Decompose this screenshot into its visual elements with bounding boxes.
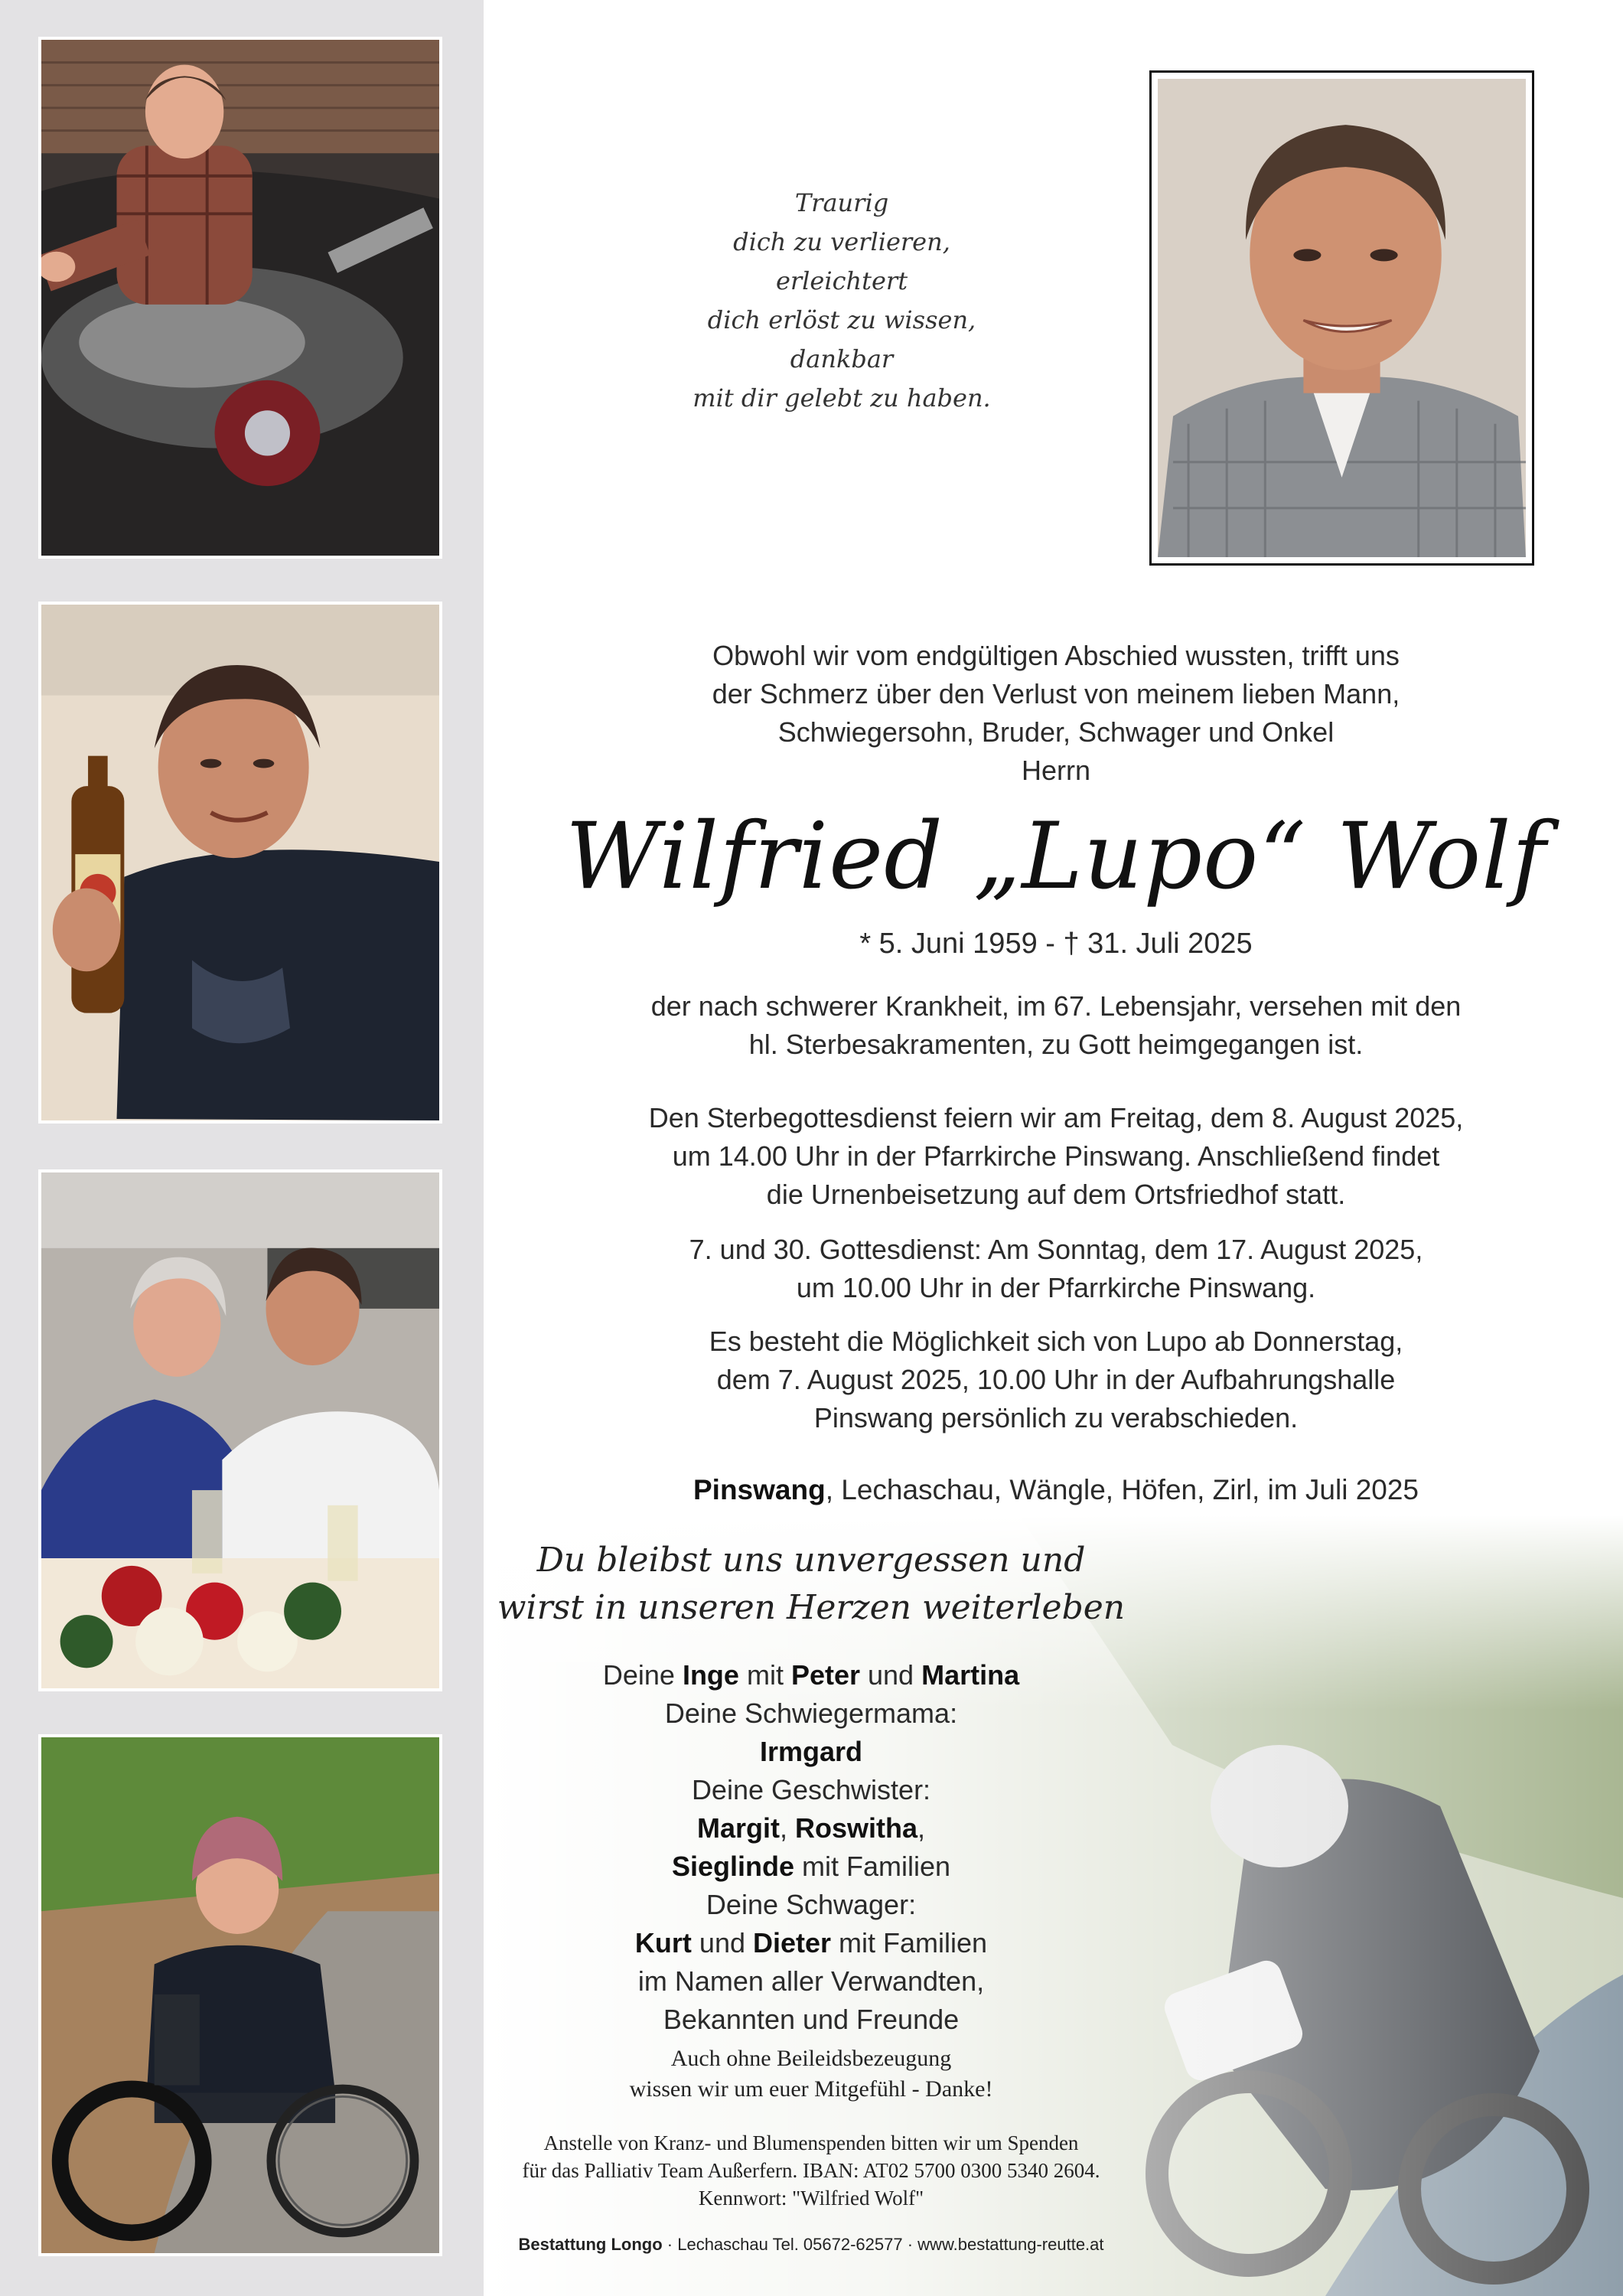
family-text: und <box>860 1659 922 1691</box>
donation-line: Anstelle von Kranz- und Blumenspenden bitten wir um Spenden <box>543 2131 1079 2154</box>
family-line: Bekannten und Freunde <box>663 2004 960 2035</box>
family-line: Deine Geschwister: <box>691 1774 931 1805</box>
family-text: , <box>917 1812 926 1844</box>
footer-funeral-home <box>459 2233 1163 2256</box>
places-and-date <box>551 1471 1561 1509</box>
family-text: mit Familien <box>831 1927 988 1958</box>
family-line <box>490 1656 1133 1694</box>
farewell-line: Pinswang persönlich zu verabschieden. <box>813 1402 1299 1433</box>
farewell-line: Es besteht die Möglichkeit sich von Lupo ab Donnerstag, <box>709 1326 1403 1357</box>
family-line <box>490 1848 1133 1886</box>
death-text <box>551 987 1561 1064</box>
family-member: Roswitha <box>794 1812 917 1844</box>
family-line: Deine Schwiegermama: <box>664 1698 958 1729</box>
family-text: mit <box>738 1659 791 1691</box>
place-primary: Pinswang <box>693 1474 826 1505</box>
family-list <box>490 1656 1133 2039</box>
poem-line: mit dir gelebt zu haben. <box>693 383 991 413</box>
family-line <box>490 1924 1133 1962</box>
family-member: Sieglinde <box>671 1851 794 1882</box>
family-text: mit Familien <box>794 1851 951 1882</box>
condolence-line: Auch ohne Beileidsbezeugung <box>670 2046 952 2071</box>
mass-line: 7. und 30. Gottesdienst: Am Sonntag, dem 17. August 2025, <box>689 1234 1423 1265</box>
poem <box>650 184 1033 418</box>
intro-line: Schwiegersohn, Bruder, Schwager und Onkel <box>777 716 1335 748</box>
intro-line: der Schmerz über den Verlust von meinem lieben Mann, <box>712 678 1400 709</box>
motto-line: Du bleibst uns unvergessen und <box>536 1541 1086 1580</box>
poem-line: dankbar <box>790 344 894 373</box>
family-text: Deine <box>602 1659 683 1691</box>
places-rest: , Lechaschau, Wängle, Höfen, Zirl, im Juli 2025 <box>825 1474 1419 1505</box>
life-dates: * 5. Juni 1959 - † 31. Juli 2025 <box>859 928 1253 960</box>
service-line: Den Sterbegottesdienst feiern wir am Freitag, dem 8. August 2025, <box>648 1102 1464 1133</box>
farewell-text <box>551 1322 1561 1437</box>
photo-couple-at-table <box>38 1169 442 1691</box>
portrait-photo <box>1149 70 1534 566</box>
motto-line: wirst in unseren Herzen weiterleben <box>497 1588 1126 1627</box>
death-line: hl. Sterbesakramenten, zu Gott heimgegangen ist. <box>748 1029 1364 1060</box>
deceased-name: Wilfried „Lupo“ Wolf <box>565 804 1547 910</box>
photo-man-with-beer <box>38 602 442 1124</box>
condolence-note <box>490 2043 1133 2105</box>
family-line: Deine Schwager: <box>706 1889 917 1920</box>
family-member: Irmgard <box>759 1736 863 1767</box>
family-text: , <box>779 1812 795 1844</box>
mass-line: um 10.00 Uhr in der Pfarrkirche Pinswang. <box>796 1272 1316 1303</box>
family-text: und <box>691 1927 753 1958</box>
service-line: um 14.00 Uhr in der Pfarrkirche Pinswang. Anschließend findet <box>672 1140 1440 1172</box>
poem-line: dich zu verlieren, <box>733 227 950 256</box>
intro-line: Obwohl wir vom endgültigen Abschied wussten, trifft uns <box>712 640 1400 671</box>
memorial-mass-text <box>551 1231 1561 1307</box>
photo-sidebar <box>0 0 484 2296</box>
intro-text <box>551 637 1561 790</box>
photo-man-wheelchair <box>38 1734 442 2256</box>
funeral-service-text <box>551 1099 1561 1214</box>
poem-line: dich erlöst zu wissen, <box>707 305 976 334</box>
family-member: Peter <box>790 1659 861 1691</box>
family-member: Dieter <box>753 1927 832 1958</box>
poem-line: erleichtert <box>775 266 908 295</box>
condolence-line: wissen wir um euer Mitgefühl - Danke! <box>629 2076 993 2102</box>
poem-line: Traurig <box>794 188 889 217</box>
intro-line: Herrn <box>1021 755 1091 786</box>
death-line: der nach schwerer Krankheit, im 67. Lebensjahr, versehen mit den <box>650 990 1462 1022</box>
family-line <box>490 1733 1133 1771</box>
service-line: die Urnenbeisetzung auf dem Ortsfriedhof statt. <box>766 1179 1346 1210</box>
family-line <box>490 1809 1133 1848</box>
family-member: Margit <box>696 1812 780 1844</box>
donation-note <box>459 2129 1163 2212</box>
family-line: im Namen aller Verwandten, <box>637 1965 985 1997</box>
funeral-home-details: · Lechaschau Tel. 05672-62577 · www.bestattung-reutte.at <box>662 2235 1104 2254</box>
donation-line: für das Palliativ Team Außerfern. IBAN: AT02 5700 0300 5340 2604. <box>522 2159 1100 2182</box>
family-member: Inge <box>682 1659 739 1691</box>
family-member: Kurt <box>634 1927 692 1958</box>
memorial-motto <box>459 1537 1163 1632</box>
photo-motorcycle-garage <box>38 37 442 559</box>
funeral-home-name: Bestattung Longo <box>518 2235 663 2254</box>
donation-line: Kennwort: "Wilfried Wolf" <box>698 2187 924 2210</box>
farewell-line: dem 7. August 2025, 10.00 Uhr in der Aufbahrungshalle <box>716 1364 1396 1395</box>
family-member: Martina <box>921 1659 1020 1691</box>
